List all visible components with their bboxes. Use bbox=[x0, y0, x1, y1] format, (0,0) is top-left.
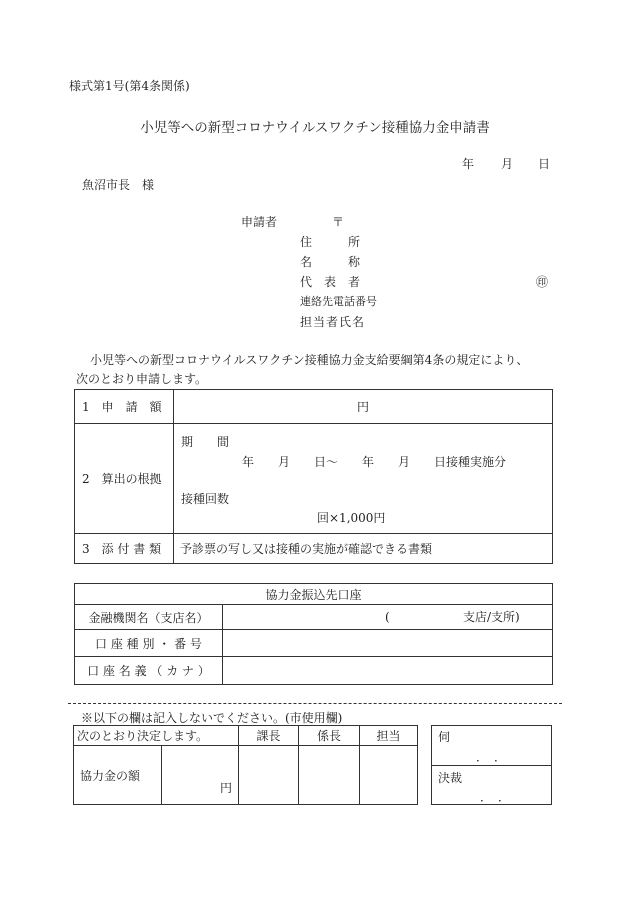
addressee: 魚沼市長 様 bbox=[82, 178, 155, 192]
calculation-basis-field[interactable] bbox=[174, 424, 553, 534]
account-type-number-label: 口 座 種 別 ・ 番 号 bbox=[75, 630, 223, 657]
application-amount-label: 1 申 請 額 bbox=[75, 390, 174, 424]
vaccination-count-label: 接種回数 bbox=[181, 492, 230, 506]
bank-table-title: 協力金振込先口座 bbox=[75, 584, 553, 605]
body-text-line2: 次のとおり申請します。 bbox=[76, 372, 208, 386]
representative-label: 代 表 者 bbox=[300, 275, 361, 289]
period-line: 年 月 日～ 年 月 日接種実施分 bbox=[242, 455, 507, 469]
account-holder-field[interactable] bbox=[223, 657, 553, 685]
period-label: 期 間 bbox=[181, 435, 230, 449]
phone-label: 連絡先電話番号 bbox=[300, 295, 377, 308]
name-label: 名 称 bbox=[300, 255, 361, 269]
inquiry-label: 伺 bbox=[438, 730, 451, 744]
contact-person-label: 担当者氏名 bbox=[300, 315, 366, 329]
address-label: 住 所 bbox=[300, 235, 361, 249]
section-chief-seal[interactable] bbox=[239, 746, 299, 805]
approval-date: ． ． bbox=[480, 790, 511, 804]
account-holder-label: 口 座 名 義 （ カ ナ ） bbox=[75, 657, 223, 685]
bank-paren-open: ( bbox=[385, 610, 390, 624]
attachments-label: 3 添 付 書 類 bbox=[75, 534, 174, 564]
inquiry-cell[interactable] bbox=[432, 726, 552, 766]
inquiry-date: ． ． bbox=[476, 750, 507, 764]
amount-label: 協力金の額 bbox=[74, 746, 162, 805]
postal-mark: 〒 bbox=[332, 215, 345, 229]
subsection-chief-seal[interactable] bbox=[299, 746, 360, 805]
application-amount-field[interactable]: 円 bbox=[174, 390, 553, 424]
bank-account-table bbox=[74, 583, 553, 685]
date-month: 月 bbox=[501, 157, 514, 171]
person-in-charge-label: 担当 bbox=[360, 726, 418, 746]
amount-field[interactable] bbox=[162, 746, 239, 805]
subsection-chief-label: 係長 bbox=[299, 726, 360, 746]
section-chief-label: 課長 bbox=[239, 726, 299, 746]
page-title: 小児等への新型コロナウイルスワクチン接種協力金申請書 bbox=[140, 120, 490, 136]
form-number: 様式第1号(第4条関係) bbox=[69, 79, 190, 93]
body-text-line1: 小児等への新型コロナウイルスワクチン接種協力金支給要綱第4条の規定により、 bbox=[90, 353, 529, 367]
approval-cell[interactable] bbox=[432, 766, 552, 805]
vaccination-count-value: 回×1,000円 bbox=[317, 511, 386, 525]
person-in-charge-seal[interactable] bbox=[360, 746, 418, 805]
decision-label: 次のとおり決定します。 bbox=[74, 726, 239, 746]
attachments-value: 予診票の写し又は接種の実施が確認できる書類 bbox=[174, 534, 553, 564]
account-type-number-field[interactable] bbox=[223, 630, 553, 657]
application-table bbox=[74, 389, 553, 564]
branch-suffix: 支店/支所) bbox=[463, 610, 520, 624]
seal-mark: ㊞ bbox=[536, 275, 549, 289]
bank-name-label: 金融機関名（支店名） bbox=[75, 605, 223, 630]
applicant-label: 申請者 bbox=[241, 215, 278, 229]
office-use-table bbox=[73, 725, 418, 805]
bank-name-field[interactable] bbox=[223, 605, 553, 630]
date-year: 年 bbox=[462, 157, 475, 171]
amount-unit: 円 bbox=[219, 781, 232, 795]
date-day: 日 bbox=[538, 157, 551, 171]
approval-table bbox=[431, 725, 552, 805]
calculation-basis-label: 2 算出の根拠 bbox=[75, 424, 174, 534]
cut-line-divider bbox=[68, 703, 562, 704]
approval-label: 決裁 bbox=[438, 771, 463, 785]
office-use-note: ※以下の欄は記入しないでください。(市使用欄) bbox=[81, 711, 343, 725]
